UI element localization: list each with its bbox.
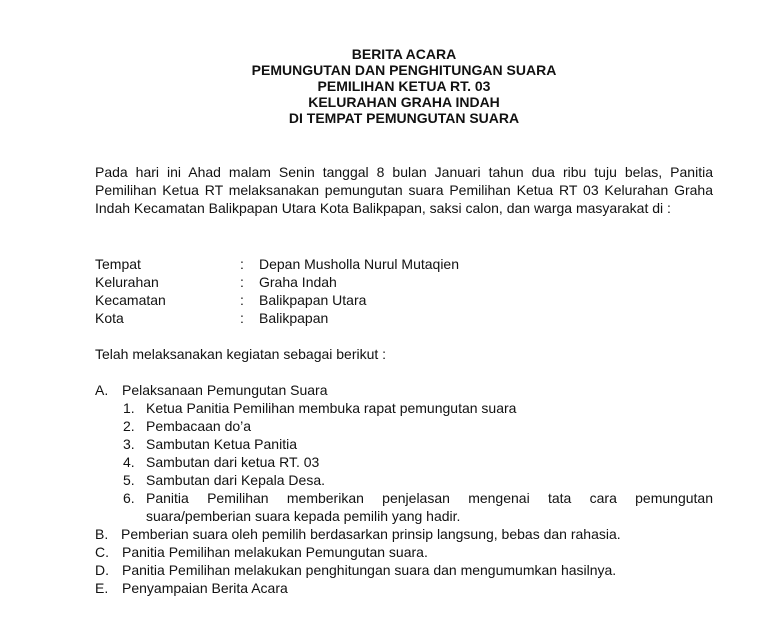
sub-item-text: Sambutan Ketua Panitia — [146, 436, 297, 452]
sub-item-number: 6. — [123, 490, 135, 506]
title-line-3: PEMILIHAN KETUA RT. 03 — [317, 78, 491, 94]
location-value: Balikpapan Utara — [259, 292, 367, 308]
activity-item-b — [95, 525, 715, 543]
sub-item-text: Sambutan dari ketua RT. 03 — [146, 454, 320, 470]
document-title-block — [0, 46, 768, 126]
location-label: Kelurahan — [95, 274, 159, 290]
opening-paragraph: Pada hari ini Ahad malam Senin tanggal 8 bulan Januari tahun dua ribu tuju belas, Panitia Pemilihan Ketua RT melaksanakan pemungutan suara Pemilihan Ketua RT 03 Kelurahan Graha Indah Kecamatan Balikpapan Utara Kota Balikpapan, saksi calon, dan warga masyarakat di : — [95, 164, 713, 216]
location-label: Kecamatan — [95, 292, 166, 308]
sub-item — [95, 453, 713, 471]
sub-item-text: Sambutan dari Kepala Desa. — [146, 472, 325, 488]
title-line-4: KELURAHAN GRAHA INDAH — [308, 94, 500, 110]
sub-item — [95, 471, 713, 489]
activity-item-c — [95, 543, 715, 561]
activity-text: Pemberian suara oleh pemilih berdasarkan prinsip langsung, bebas dan rahasia. — [121, 526, 621, 542]
sub-item-text: Ketua Panitia Pemilihan membuka rapat pemungutan suara — [146, 400, 517, 416]
sub-item — [95, 417, 713, 435]
title-line-5: DI TEMPAT PEMUNGUTAN SUARA — [288, 110, 520, 126]
activity-letter: E. — [95, 580, 109, 596]
location-separator: : — [240, 274, 244, 290]
activity-letter: C. — [95, 544, 109, 560]
activity-item-a — [95, 381, 715, 525]
location-separator: : — [240, 310, 244, 326]
sub-item — [95, 435, 713, 453]
activity-letter: B. — [95, 526, 109, 542]
activity-letter: A. — [95, 382, 109, 398]
title-line-1: BERITA ACARA — [351, 46, 457, 62]
location-separator: : — [240, 292, 244, 308]
sub-item-number: 1. — [123, 400, 135, 416]
sub-item-text: Pembacaan do’a — [146, 418, 252, 434]
sub-item-text: Panitia Pemilihan memberikan penjelasan mengenai tata cara pemungutan suara/pemberian suara kepada pemilih yang hadir. — [146, 490, 713, 524]
sub-item-number: 3. — [123, 436, 135, 452]
activity-item-d — [95, 561, 715, 579]
location-value: Balikpapan — [259, 310, 329, 326]
activity-letter: D. — [95, 562, 109, 578]
activity-text: Panitia Pemilihan melakukan Pemungutan suara. — [122, 544, 428, 560]
location-label: Kota — [95, 310, 124, 326]
location-separator: : — [240, 256, 244, 272]
location-label: Tempat — [95, 256, 141, 272]
sub-item-number: 4. — [123, 454, 135, 470]
title-line-2: PEMUNGUTAN DAN PENGHITUNGAN SUARA — [251, 62, 557, 78]
activity-text: Panitia Pemilihan melakukan penghitungan suara dan mengumumkan hasilnya. — [122, 562, 617, 578]
sub-item — [95, 489, 713, 525]
activity-sublist — [95, 399, 715, 525]
activity-text: Pelaksanaan Pemungutan Suara — [122, 382, 328, 398]
sub-item-number: 5. — [123, 472, 135, 488]
sub-item — [95, 399, 713, 417]
activities-intro: Telah melaksanakan kegiatan sebagai berikut : — [95, 346, 387, 362]
location-value: Graha Indah — [259, 274, 337, 290]
location-value: Depan Musholla Nurul Mutaqien — [259, 256, 459, 272]
activities-list — [95, 381, 715, 597]
activity-item-e — [95, 579, 715, 597]
activity-text: Penyampaian Berita Acara — [122, 580, 288, 596]
sub-item-number: 2. — [123, 418, 135, 434]
